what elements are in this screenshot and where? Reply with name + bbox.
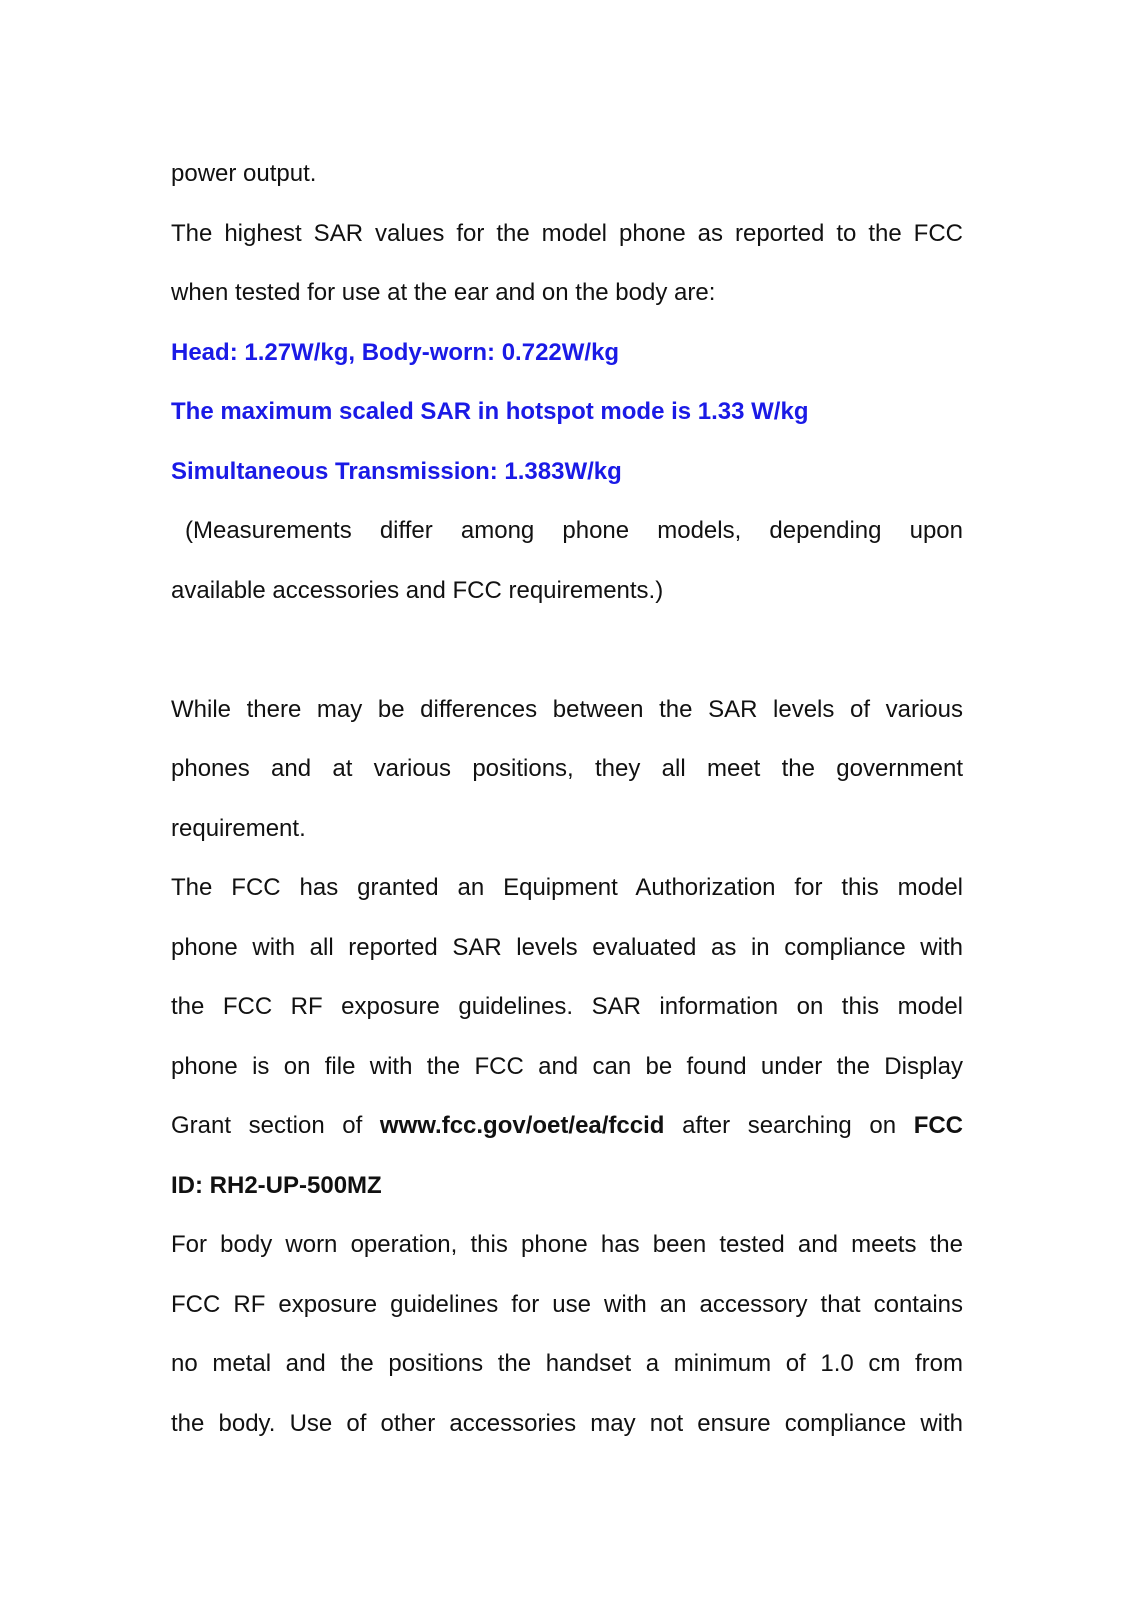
text-line-with-link bbox=[171, 1096, 963, 1156]
text-line: the body. Use of other accessories may not ensure compliance with bbox=[171, 1409, 963, 1437]
text-line: no metal and the positions the handset a minimum of 1.0 cm from bbox=[171, 1350, 963, 1377]
text-line: FCC RF exposure guidelines for use with an accessory that contains bbox=[171, 1290, 963, 1318]
text-line: available accessories and FCC requirements.) bbox=[171, 576, 664, 604]
sar-simultaneous: Simultaneous Transmission: 1.383W/kg bbox=[171, 457, 622, 485]
text-line: For body worn operation, this phone has been tested and meets the bbox=[171, 1231, 963, 1258]
text-fragment: Grant section of bbox=[171, 1112, 380, 1139]
text-line: when tested for use at the ear and on the body are: bbox=[171, 279, 716, 306]
fcc-url-link[interactable]: www.fcc.gov/oet/ea/fccid bbox=[379, 1112, 665, 1139]
text-line: The highest SAR values for the model phone as reported to the FCC bbox=[171, 219, 963, 247]
text-fragment: after searching on bbox=[664, 1112, 914, 1139]
document-page bbox=[171, 144, 963, 1453]
fcc-id: ID: RH2-UP-500MZ bbox=[171, 1171, 382, 1199]
text-line: (Measurements differ among phone models, depending upon bbox=[185, 517, 963, 544]
text-line: While there may be differences between the SAR levels of various bbox=[171, 695, 963, 723]
text-line: The FCC has granted an Equipment Authorization for this model bbox=[171, 874, 963, 901]
text-line: requirement. bbox=[171, 814, 306, 842]
text-line: power output. bbox=[171, 160, 317, 187]
text-line: phone with all reported SAR levels evaluated as in compliance with bbox=[171, 933, 963, 961]
blank-line bbox=[171, 620, 963, 680]
fcc-label: FCC bbox=[913, 1112, 964, 1139]
text-line: phone is on file with the FCC and can be found under the Display bbox=[171, 1052, 963, 1080]
text-line: phones and at various positions, they all meet the government bbox=[171, 755, 963, 782]
sar-head-body: Head: 1.27W/kg, Body-worn: 0.722W/kg bbox=[171, 338, 620, 366]
text-line: the FCC RF exposure guidelines. SAR information on this model bbox=[171, 993, 963, 1020]
sar-hotspot: The maximum scaled SAR in hotspot mode is 1.33 W/kg bbox=[171, 398, 809, 425]
